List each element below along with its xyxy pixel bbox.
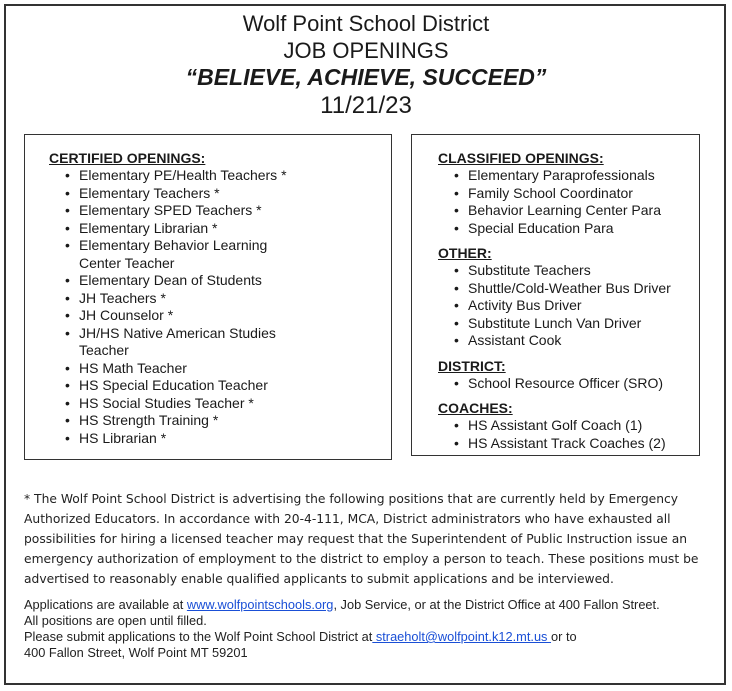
list-item: • Substitute Teachers bbox=[454, 262, 699, 280]
list-item: • Elementary SPED Teachers * bbox=[65, 202, 391, 220]
list-item: • HS Librarian * bbox=[65, 430, 391, 448]
list-item: • JH/HS Native American Studies Teacher bbox=[65, 325, 299, 360]
list-item: • Family School Coordinator bbox=[454, 185, 699, 203]
applications-address: 400 Fallon Street, Wolf Point MT 59201 bbox=[24, 645, 248, 660]
applications-text: Applications are available at bbox=[24, 597, 187, 612]
classified-list bbox=[438, 167, 699, 237]
list-item: • Substitute Lunch Van Driver bbox=[454, 315, 699, 333]
applications-line-2: All positions are open until filled. bbox=[24, 613, 207, 628]
list-item: • HS Strength Training * bbox=[65, 412, 391, 430]
list-item: • Elementary Teachers * bbox=[65, 185, 391, 203]
district-title: DISTRICT: bbox=[438, 357, 506, 374]
applications-info bbox=[24, 597, 714, 661]
list-item: • Behavior Learning Center Para bbox=[454, 202, 699, 220]
website-link[interactable]: www.wolfpointschools.org bbox=[186, 597, 334, 612]
email-link[interactable]: straeholt@wolfpoint.k12.mt.us bbox=[372, 629, 552, 644]
other-title: OTHER: bbox=[438, 245, 492, 261]
list-item: • JH Counselor * bbox=[65, 307, 391, 325]
coaches-title: COACHES: bbox=[438, 400, 513, 416]
district-name: Wolf Point School District bbox=[242, 11, 490, 36]
applications-text: or to bbox=[551, 629, 577, 644]
slogan: “BELIEVE, ACHIEVE, SUCCEED” bbox=[185, 64, 547, 90]
list-item: • Activity Bus Driver bbox=[454, 297, 699, 315]
certified-title: CERTIFIED OPENINGS: bbox=[49, 150, 206, 166]
certified-openings-box bbox=[24, 134, 392, 460]
applications-line-1 bbox=[24, 597, 714, 613]
district-list bbox=[438, 375, 699, 393]
applications-text: Please submit applications to the Wolf Point School District at bbox=[24, 629, 373, 644]
applications-text: , Job Service, or at the District Office at 400 Fallon Street. bbox=[333, 597, 660, 612]
list-item: • School Resource Officer (SRO) bbox=[454, 375, 699, 393]
list-item: • HS Math Teacher bbox=[65, 360, 391, 378]
emergency-authorization-note: * The Wolf Point School District is advertising the following positions that are currently held by Emergency Authorized Educators. In accordance with 20-4-111, MCA, District administrators who have exhausted all possibilities for hiring a licensed teacher may request that the Superintendent of Public Instruction issue an emergency authorization of employment to the district to employ a person to teach. These positions must be advertised to reasonably enable qualified applicants to submit applications and be interviewed. bbox=[24, 492, 699, 586]
list-item: • HS Social Studies Teacher * bbox=[65, 395, 391, 413]
list-item: • Elementary Paraprofessionals bbox=[454, 167, 699, 185]
list-item: • Shuttle/Cold-Weather Bus Driver bbox=[454, 280, 699, 298]
coaches-list bbox=[438, 417, 699, 452]
classified-title: CLASSIFIED OPENINGS: bbox=[438, 150, 604, 166]
certified-list bbox=[49, 167, 391, 447]
other-openings-box bbox=[411, 134, 700, 456]
list-item: • Elementary Librarian * bbox=[65, 220, 391, 238]
header bbox=[0, 10, 732, 120]
applications-line-3 bbox=[24, 629, 714, 645]
page-title: JOB OPENINGS bbox=[283, 38, 449, 63]
list-item: • HS Assistant Golf Coach (1) bbox=[454, 417, 699, 435]
date: 11/21/23 bbox=[320, 92, 412, 119]
list-item: • Assistant Cook bbox=[454, 332, 699, 350]
other-list bbox=[438, 262, 699, 350]
list-item: • HS Assistant Track Coaches (2) bbox=[454, 435, 699, 453]
list-item: • Special Education Para bbox=[454, 220, 699, 238]
list-item: • Elementary PE/Health Teachers * bbox=[65, 167, 391, 185]
list-item: • Elementary Behavior Learning Center Teacher bbox=[65, 237, 279, 272]
list-item: • Elementary Dean of Students bbox=[65, 272, 391, 290]
list-item: • HS Special Education Teacher bbox=[65, 377, 391, 395]
list-item: • JH Teachers * bbox=[65, 290, 391, 308]
